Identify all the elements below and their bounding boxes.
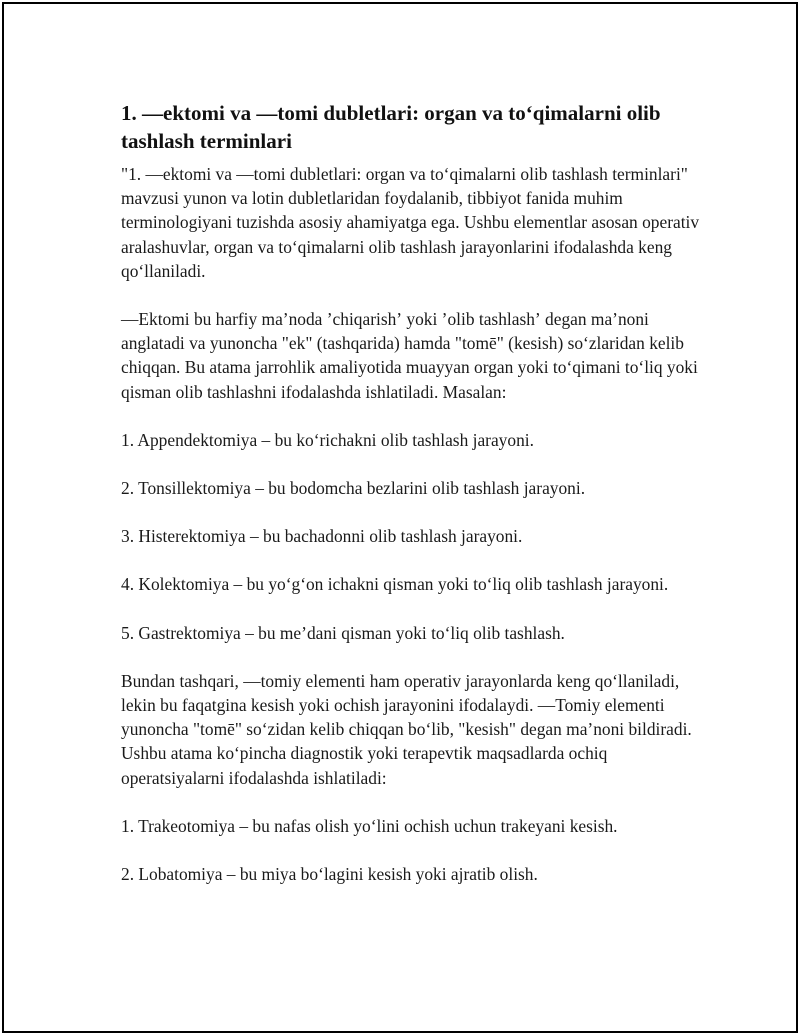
list-item: 3. Histerektomiya – bu bachadonni olib tashlash jarayoni.: [121, 526, 523, 547]
ektomi-paragraph: —Ektomi bu harfiy maʼnoda ʼchiqarishʼ yoki ʼolib tashlashʼ degan maʼnoni anglatadi va yunoncha "ek" (tashqarida) hamda "tomē" (kesish) soʻzlaridan kelib chiqqan. Bu atama jarrohlik amaliyotida muayyan organ yoki toʻqimani toʻliq yoki qisman olib tashlashni ifodalashda ishlatiladi. Masalan:: [121, 309, 698, 402]
page-frame: [2, 2, 798, 1033]
list-item: 2. Lobatomiya – bu miya boʻlagini kesish yoki ajratib olish.: [121, 864, 538, 885]
list-item: 4. Kolektomiya – bu yoʻgʻon ichakni qisman yoki toʻliq olib tashlash jarayoni.: [121, 574, 669, 595]
tomiy-paragraph: Bundan tashqari, —tomiy elementi ham operativ jarayonlarda keng qoʻllaniladi, lekin bu faqatgina kesish yoki ochish jarayonini ifodalaydi. —Tomiy elementi yunoncha "tomē" soʻzidan kelib chiqqan boʻlib, "kesish" degan maʼnoni bildiradi. Ushbu atama koʻpincha diagnostik yoki terapevtik maqsadlarda ochiq operatsiyalarni ifodalashda ishlatiladi:: [121, 670, 692, 788]
document-body: [121, 99, 701, 910]
intro-paragraph: "1. —ektomi va —tomi dubletlari: organ va toʻqimalarni olib tashlash terminlari" mavzusi yunon va lotin dubletlaridan foydalanib, tibbiyot fanida muhim terminologiyani tuzishda asosiy ahamiyatga ega. Ushbu elementlar asosan operativ aralashuvlar, organ va toʻqimalarni olib tashlash jarayonlarini ifodalashda keng qoʻllaniladi.: [121, 164, 700, 281]
list-item: 1. Trakeotomiya – bu nafas olish yoʻlini ochish uchun trakeyani kesish.: [121, 815, 618, 836]
list-item: 2. Tonsillektomiya – bu bodomcha bezlarini olib tashlash jarayoni.: [121, 478, 586, 499]
document-title: 1. —ektomi va —tomi dubletlari: organ va toʻqimalarni olib tashlash terminlari: [121, 101, 661, 153]
list-item: 1. Appendektomiya – bu koʻrichakni olib tashlash jarayoni.: [121, 429, 534, 450]
list-item: 5. Gastrektomiya – bu meʼdani qisman yoki toʻliq olib tashlash.: [121, 622, 565, 643]
